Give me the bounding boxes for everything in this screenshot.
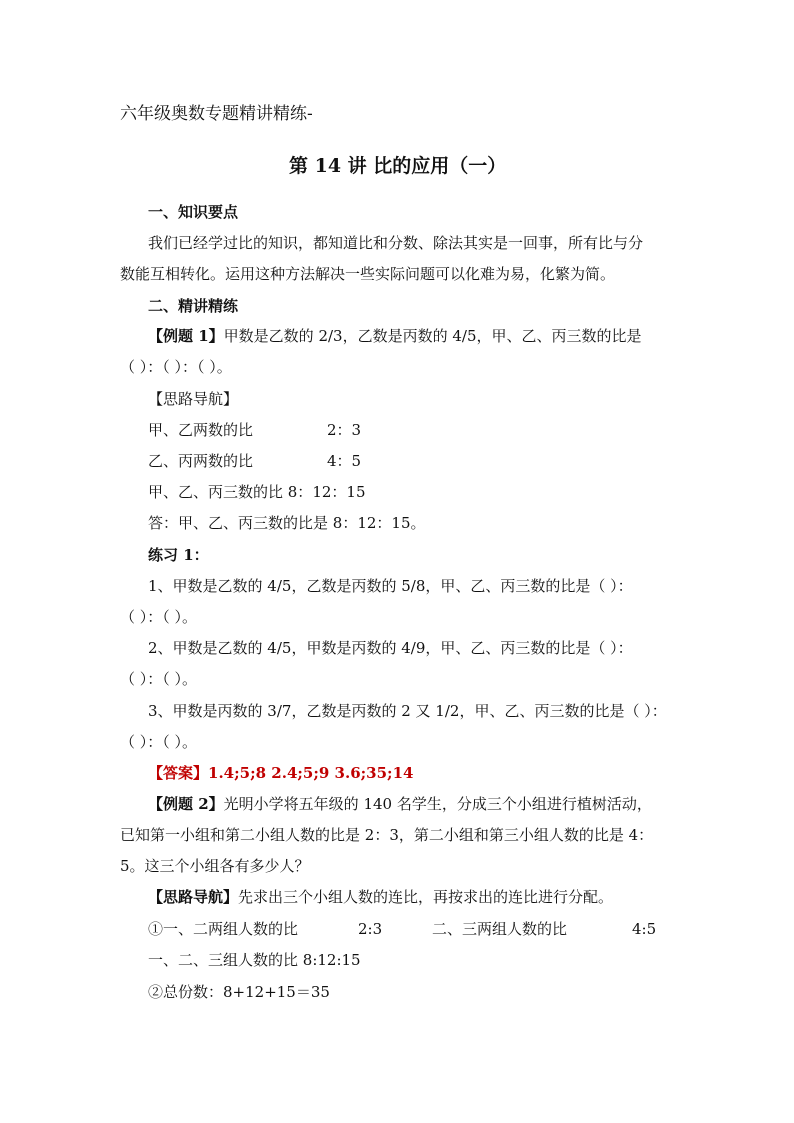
answer-label: 【答案】 bbox=[148, 764, 209, 782]
example2-hint-label: 【思路导航】 bbox=[148, 888, 239, 906]
practice1-answer bbox=[148, 763, 413, 783]
example1-question bbox=[148, 326, 642, 346]
example2-hint-text: 先求出三个小组人数的连比，再按求出的连比进行分配。 bbox=[238, 888, 614, 906]
practice1-item1-line1: 1、甲数是乙数的 4/5，乙数是丙数的 5/8，甲、乙、丙三数的比是（ ）： bbox=[148, 577, 633, 595]
example1-hint-label: 【思路导航】 bbox=[148, 390, 239, 408]
example2-question-line2: 已知第一小组和第二小组人数的比是 2：3，第二小组和第三小组人数的比是 4： bbox=[120, 826, 654, 844]
example1-ratio-bc-label: 乙、丙两数的比 bbox=[148, 452, 254, 470]
practice1-item3-line1: 3、甲数是丙数的 3/7，乙数是丙数的 2 又 1/2，甲、乙、丙三数的比是（ ）： bbox=[148, 702, 667, 720]
doc-subtitle: 第 14 讲 比的应用（一） bbox=[289, 155, 507, 177]
example2-step1-ratio23-label: 二、三两组人数的比 bbox=[432, 920, 568, 938]
doc-title: 六年级奥数专题精讲精练- bbox=[120, 104, 313, 124]
practice1-item2-line2: （ ）：（ ）。 bbox=[120, 670, 198, 688]
example1-ratio-bc-value: 4：5 bbox=[327, 452, 362, 470]
practice1-item1-line2: （ ）：（ ）。 bbox=[120, 608, 198, 626]
example2-step1-ratio123: 一、二、三组人数的比 8:12:15 bbox=[148, 951, 361, 969]
example2-label: 【例题 2】 bbox=[148, 795, 224, 813]
example2-hint bbox=[148, 887, 613, 907]
example1-label: 【例题 1】 bbox=[148, 327, 224, 345]
example2-step2-total: ②总份数：8+12+15＝35 bbox=[148, 983, 330, 1001]
answer-text: 1.4;5;8 2.4;5;9 3.6;35;14 bbox=[208, 764, 414, 782]
practice1-item3-line2: （ ）：（ ）。 bbox=[120, 733, 198, 751]
example2-question-line1 bbox=[148, 794, 652, 814]
example1-answer: 答：甲、乙、丙三数的比是 8：12：15。 bbox=[148, 514, 426, 532]
practice1-item2-line1: 2、甲数是乙数的 4/5，甲数是丙数的 4/9，甲、乙、丙三数的比是（ ）： bbox=[148, 639, 633, 657]
knowledge-paragraph-line2: 数能互相转化。运用这种方法解决一些实际问题可以化难为易，化繁为简。 bbox=[120, 265, 616, 283]
example1-ratio-abc: 甲、乙、丙三数的比 8：12：15 bbox=[148, 483, 366, 501]
example2-question-line3: 5。这三个小组各有多少人？ bbox=[120, 857, 310, 875]
practice1-heading: 练习 1： bbox=[148, 546, 209, 564]
example1-ratio-ab-label: 甲、乙两数的比 bbox=[148, 421, 254, 439]
example1-ratio-ab-value: 2：3 bbox=[327, 421, 362, 439]
knowledge-paragraph-line1: 我们已经学过比的知识，都知道比和分数、除法其实是一回事，所有比与分 bbox=[148, 234, 644, 252]
section-heading-knowledge: 一、知识要点 bbox=[148, 203, 239, 221]
section-heading-practice: 二、精讲精练 bbox=[148, 297, 239, 315]
example2-text: 光明小学将五年级的 140 名学生，分成三个小组进行植树活动， bbox=[223, 795, 652, 813]
example2-step1-ratio23-value: 4:5 bbox=[632, 920, 657, 938]
example2-step1-ratio12-value: 2:3 bbox=[358, 920, 383, 938]
example2-step1-ratio12-label: ①一、二两组人数的比 bbox=[148, 920, 299, 938]
example1-text: 甲数是乙数的 2/3，乙数是丙数的 4/5，甲、乙、丙三数的比是 bbox=[223, 327, 642, 345]
example1-blanks: （ ）：（ ）：（ ）。 bbox=[120, 358, 232, 376]
